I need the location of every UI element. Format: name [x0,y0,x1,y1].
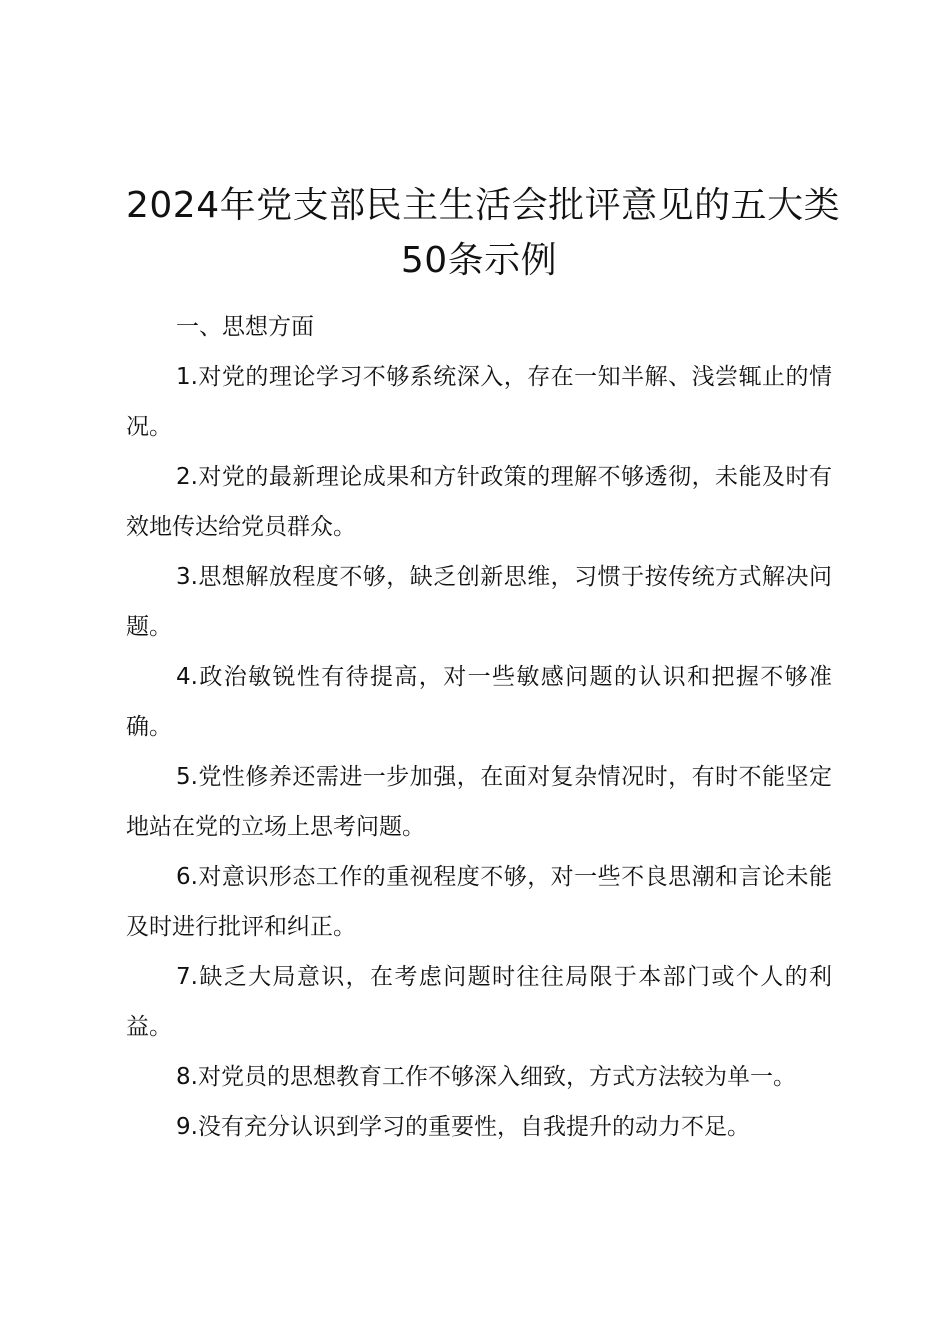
list-item: 3.思想解放程度不够，缺乏创新思维，习惯于按传统方式解决问题。 [126,564,832,640]
list-item: 1.对党的理论学习不够系统深入，存在一知半解、浅尝辄止的情况。 [126,364,832,440]
document-title [126,178,841,288]
document-page [126,178,841,1152]
list-item: 5.党性修养还需进一步加强，在面对复杂情况时，有时不能坚定地站在党的立场上思考问题。 [126,764,832,840]
title-line-2: 50条示例 [400,240,558,281]
list-item: 6.对意识形态工作的重视程度不够，对一些不良思潮和言论未能及时进行批评和纠正。 [126,864,832,940]
list-item: 2.对党的最新理论成果和方针政策的理解不够透彻，未能及时有效地传达给党员群众。 [126,464,832,540]
list-item: 4.政治敏锐性有待提高，对一些敏感问题的认识和把握不够准确。 [126,664,832,740]
title-line-1: 2024年党支部民主生活会批评意见的五大类 [126,185,841,226]
section-heading: 一、思想方面 [176,314,314,340]
list-item: 7.缺乏大局意识，在考虑问题时往往局限于本部门或个人的利益。 [126,964,832,1040]
list-item: 9.没有充分认识到学习的重要性，自我提升的动力不足。 [176,1114,750,1140]
list-item: 8.对党员的思想教育工作不够深入细致，方式方法较为单一。 [176,1064,796,1090]
